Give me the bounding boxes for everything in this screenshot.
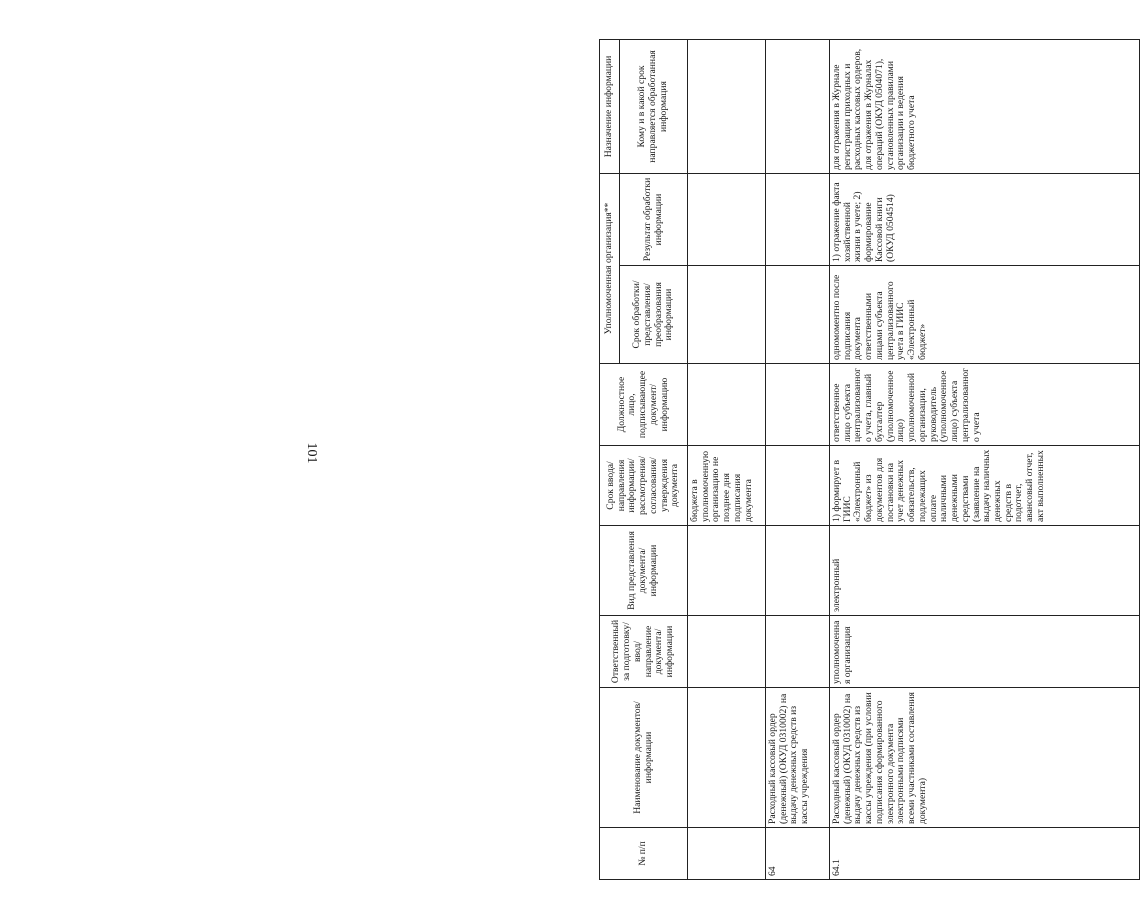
header-recipient: Кому и в какой срок направляется обработанная информация <box>620 40 688 174</box>
responsible-cell: уполномоченная организация <box>830 616 1140 688</box>
header-number: № п/п <box>600 828 688 880</box>
document-table <box>599 39 1140 880</box>
view-cell: электронный <box>830 526 1140 616</box>
table-row <box>688 40 766 880</box>
table-row <box>830 40 1140 880</box>
page-number: 101 <box>304 442 319 464</box>
header-processing-result: Результат обработки информации <box>620 174 688 266</box>
deadline-cell: бюджета в уполномоченную организацию не позднее дня подписания документа <box>688 446 766 526</box>
header-responsible: Ответственный за подготовку/ ввод/ направление документа/ информации <box>600 616 688 688</box>
purpose-cell: для отражения в Журнале регистрации приходных и расходных кассовых ордеров, для отражения в Журналах операций (ОКУД 0504071), установленных правилами организации и ведения бюджетного учета <box>830 40 1140 174</box>
rotated-table-wrapper <box>599 40 1140 880</box>
deadline-cell: 1) формирует в ГИИС «Электронный бюджет» из документов для постановки на учет денежных обязательств, подлежащих оплате наличными денежными средствами (заявление на выдачу наличных денежных средств в подотчет, авансовый отчет, акт выполненных <box>830 446 1140 526</box>
official-cell: ответственное лицо субъекта централизованного учета, главный бухгалтер (уполномоченное лицо) уполномоченной организации, руководитель (уполномоченное лицо) субъекта централизованного учета <box>830 364 1140 446</box>
table-row <box>766 40 830 880</box>
document-name-cell: Расходный кассовый ордер (денежный) (ОКУД 0310002) на выдачу денежных средств из кассы учреждения (при условии подписания сформированного электронного документа электронными подписями всеми участниками составления документа) <box>830 688 1140 828</box>
header-official: Должностное лицо, подписывающее документ/ информацию <box>600 364 688 446</box>
header-view: Вид представления документа/ информации <box>600 526 688 616</box>
header-document-name: Наименование документов/информации <box>600 688 688 828</box>
header-authorized-org: Уполномоченная организация** <box>600 174 620 364</box>
document-name-cell: Расходный кассовый ордер (денежный) (ОКУД 0310002) на выдачу денежных средств из кассы учреждения <box>766 688 830 828</box>
processing-time-cell: одномоментно после подписания документа ответственными лицами субъекта централизованного учета в ГИИС «Электронный бюджет» <box>830 266 1140 364</box>
header-deadline: Срок ввода/ направления информации/ рассмотрения/ согласования/ утверждения документа <box>600 446 688 526</box>
row-number: 64.1 <box>830 828 1140 880</box>
processing-result-cell: 1) отражение факта хозяйственной жизни в учете; 2) формирование Кассовой книги (ОКУД 0504514) <box>830 174 1140 266</box>
header-processing-time: Срок обработки/ представления/ преобразования информации <box>620 266 688 364</box>
header-purpose: Назначение информации <box>600 40 620 174</box>
row-number: 64 <box>766 828 830 880</box>
